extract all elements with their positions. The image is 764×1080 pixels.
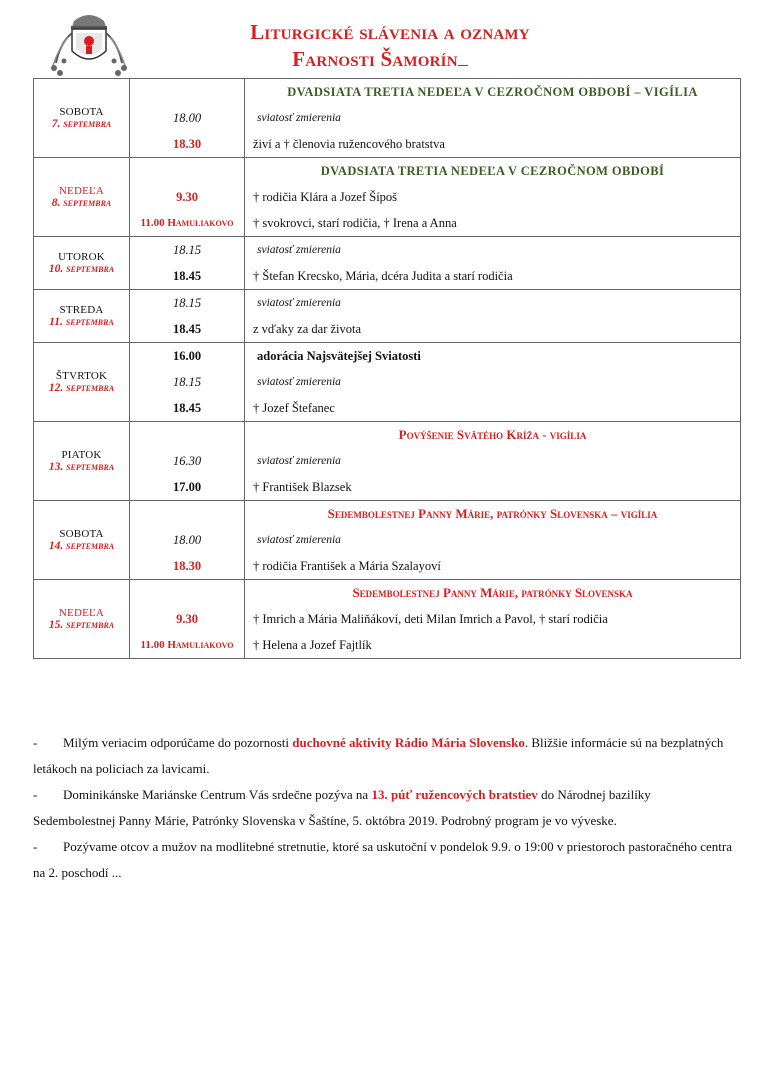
day-date: 12. septembra — [48, 382, 115, 394]
day-label — [34, 422, 129, 500]
schedule-day-row — [34, 158, 741, 237]
day-cell — [34, 237, 130, 290]
announcement-item — [33, 782, 733, 834]
announcement-text-part: . Bližšie informácie sú na bezplatných letákoch na policiach za lavicami. — [33, 735, 724, 776]
day-name: ŠTVRTOK — [55, 370, 108, 382]
mass-intention: z vďaky za dar života — [253, 322, 362, 336]
liturgy-schedule-table — [33, 78, 741, 659]
day-label — [34, 343, 129, 421]
day-label — [34, 79, 129, 157]
celebration-title: Sedembolestnej Panny Márie, patrónky Slovenska – vigília — [327, 506, 658, 521]
announcement-text-part: Milým veriacim odporúčame do pozornosti — [63, 735, 293, 750]
mass-intention: sviatosť zmierenia — [257, 534, 341, 546]
intentions-cell — [245, 343, 741, 422]
mass-intention: živí a † členovia ružencového bratstva — [253, 137, 445, 151]
celebration-title: DVADSIATA TRETIA NEDEĽA V CEZROČNOM OBDOBÍ – VIGÍLIA — [287, 85, 698, 99]
mass-time: 18.30 — [172, 137, 202, 151]
celebration-title: Sedembolestnej Panny Márie, patrónky Slovenska — [352, 585, 633, 600]
announcement-text — [33, 730, 733, 782]
mass-time: 16.30 — [172, 454, 202, 468]
page-title-line1: Liturgické slávenia a oznamy — [250, 20, 530, 44]
mass-time: 18.45 — [172, 269, 202, 283]
times-cell — [130, 580, 245, 659]
times-cell — [130, 422, 245, 501]
bullet-dash: - — [33, 735, 38, 750]
day-cell — [34, 79, 130, 158]
day-label — [34, 580, 129, 658]
schedule-day-row — [34, 501, 741, 580]
celebration-title: DVADSIATA TRETIA NEDEĽA V CEZROČNOM OBDOBÍ — [320, 164, 665, 178]
day-label — [34, 158, 129, 236]
mass-intention: sviatosť zmierenia — [257, 244, 341, 256]
day-cell — [34, 422, 130, 501]
intentions-cell — [245, 290, 741, 343]
mass-intention: † Štefan Krecsko, Mária, dcéra Judita a starí rodičia — [253, 269, 513, 283]
mass-intention: † rodičia Klára a Jozef Šípoš — [253, 190, 398, 204]
day-cell — [34, 343, 130, 422]
mass-intention: adorácia Najsvätejšej Sviatosti — [257, 349, 421, 363]
intentions-cell — [245, 79, 741, 158]
mass-intention: † svokrovci, starí rodičia, † Irena a Anna — [253, 216, 457, 230]
times-cell — [130, 237, 245, 290]
day-name: UTOROK — [58, 251, 105, 263]
day-name: STREDA — [59, 304, 104, 316]
day-label — [34, 290, 129, 342]
mass-intention: sviatosť zmierenia — [257, 376, 341, 388]
mass-intention: sviatosť zmierenia — [257, 112, 341, 124]
mass-time: 18.45 — [172, 322, 202, 336]
mass-time: 9.30 — [176, 190, 198, 204]
announcement-text — [33, 834, 733, 886]
times-cell — [130, 501, 245, 580]
announcement-item — [33, 834, 733, 886]
mass-time: 18.00 — [172, 533, 202, 547]
mass-time: 18.15 — [172, 375, 202, 389]
page-title-line2-text: Farnosti Šamorín — [292, 47, 458, 71]
day-name: SOBOTA — [59, 106, 104, 118]
day-label — [34, 501, 129, 579]
mass-intention: sviatosť zmierenia — [257, 455, 341, 467]
mass-intention: † rodičia František a Mária Szalayoví — [253, 559, 441, 573]
times-cell — [130, 290, 245, 343]
mass-time: 11.00 Hamuliakovo — [140, 217, 234, 229]
mass-time: 18.00 — [172, 111, 202, 125]
mass-time: 18.45 — [172, 401, 202, 415]
bullet-dash: - — [33, 839, 38, 854]
times-cell — [130, 343, 245, 422]
mass-intention: † František Blazsek — [253, 480, 352, 494]
mass-time: 9.30 — [176, 612, 198, 626]
announcement-highlight: duchovné aktivity Rádio Mária Slovensko — [292, 735, 525, 750]
schedule-day-row — [34, 79, 741, 158]
schedule-day-row — [34, 343, 741, 422]
intentions-cell — [245, 580, 741, 659]
day-label — [34, 237, 129, 289]
announcement-highlight: 13. púť ružencových bratstiev — [371, 787, 538, 802]
mass-time: 16.00 — [172, 349, 202, 363]
schedule-day-row — [34, 580, 741, 659]
page-title-line2 — [230, 47, 530, 72]
day-date: 7. septembra — [51, 118, 112, 130]
announcement-text-part: Dominikánske Mariánske Centrum Vás srdečne pozýva na — [63, 787, 372, 802]
celebration-title: Povýšenie Svätého Kríža - vigília — [398, 427, 587, 442]
times-cell — [130, 79, 245, 158]
times-cell — [130, 158, 245, 237]
day-name: PIATOK — [61, 449, 102, 461]
mass-intention: † Jozef Štefanec — [253, 401, 335, 415]
day-cell — [34, 580, 130, 659]
day-date: 8. septembra — [51, 197, 112, 209]
mass-time: 17.00 — [172, 480, 202, 494]
announcement-item — [33, 730, 733, 782]
announcements — [33, 730, 733, 886]
bullet-dash: - — [33, 787, 38, 802]
announcement-text-part: Pozývame otcov a mužov na modlitebné stretnutie, ktoré sa uskutoční v pondelok 9.9. o 19:00 v priestoroch pastoračného centra na 2. poschodí ... — [33, 839, 732, 880]
mass-intention: † Imrich a Mária Maliňákoví, deti Milan Imrich a Pavol, † starí rodičia — [253, 612, 608, 626]
mass-time: 18.30 — [172, 559, 202, 573]
announcement-text — [33, 782, 733, 834]
mass-intention: † Helena a Jozef Fajtlík — [253, 638, 372, 652]
parish-crest-logo — [46, 13, 132, 79]
intentions-cell — [245, 158, 741, 237]
day-date: 15. septembra — [48, 619, 115, 631]
day-date: 13. septembra — [48, 461, 115, 473]
mass-time: 18.15 — [172, 296, 202, 310]
day-cell — [34, 290, 130, 343]
schedule-day-row — [34, 237, 741, 290]
mass-intention: sviatosť zmierenia — [257, 297, 341, 309]
day-name: NEDEĽA — [58, 185, 105, 197]
day-name: NEDEĽA — [58, 607, 105, 619]
day-cell — [34, 501, 130, 580]
mass-time: 11.00 Hamuliakovo — [140, 639, 234, 651]
day-cell — [34, 158, 130, 237]
intentions-cell — [245, 422, 741, 501]
intentions-cell — [245, 501, 741, 580]
intentions-cell — [245, 237, 741, 290]
announcement-text-part: do Národnej bazilíky Sedembolestnej Panny Márie, Patrónky Slovenska v Šaštíne, 5. októbra 2019. Podrobný program je vo výveske. — [33, 787, 651, 828]
mass-time: 18.15 — [172, 243, 202, 257]
day-date: 11. septembra — [49, 316, 114, 328]
day-date: 14. septembra — [48, 540, 115, 552]
schedule-day-row — [34, 422, 741, 501]
day-date: 10. septembra — [48, 263, 115, 275]
schedule-day-row — [34, 290, 741, 343]
day-name: SOBOTA — [59, 528, 104, 540]
